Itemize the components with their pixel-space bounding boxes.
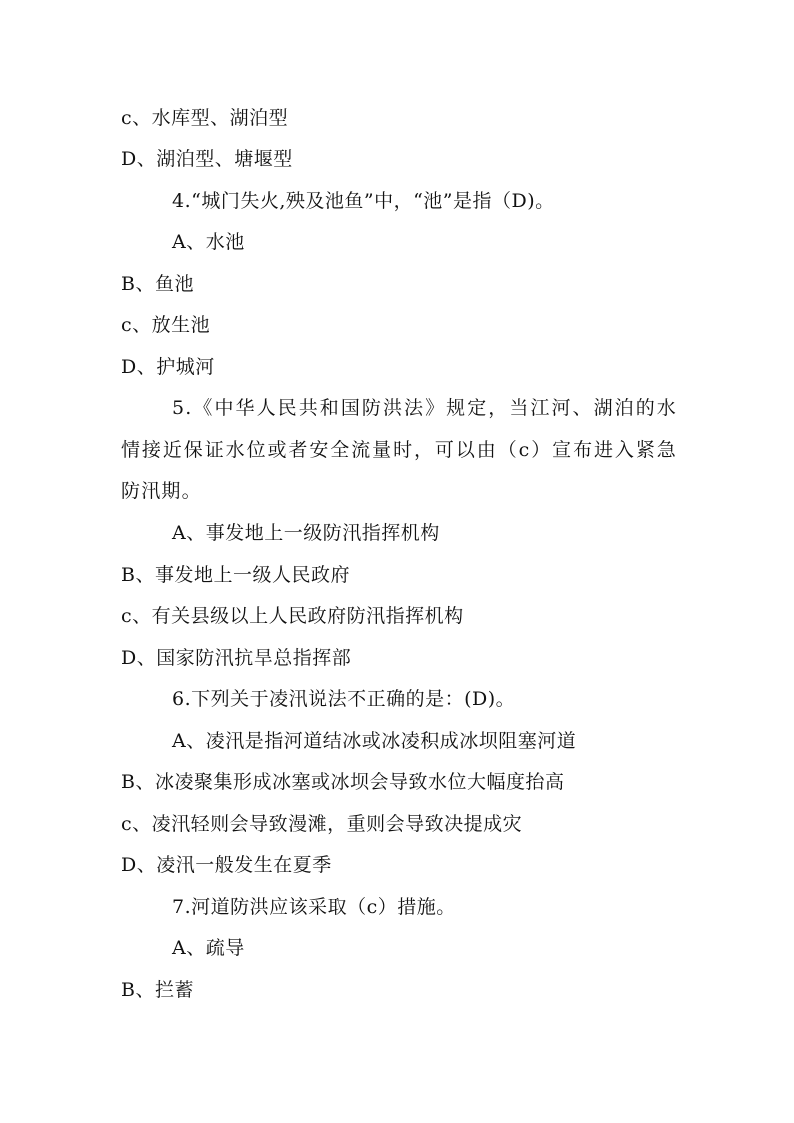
question-5: 5.《中华人民共和国防洪法》规定，当江河、湖泊的水情接近保证水位或者安全流量时，可以由（c）宣布进入紧急防汛期。 xyxy=(121,397,677,502)
q6-option-a: A、凌汛是指河道结冰或冰凌积成冰坝阻塞河道 xyxy=(172,730,577,752)
q4-option-a: A、水池 xyxy=(172,231,245,253)
q5-option-a: A、事发地上一级防汛指挥机构 xyxy=(172,522,440,544)
q4-option-d: D、护城河 xyxy=(121,356,215,378)
q3-option-d: D、湖泊型、塘堰型 xyxy=(121,148,293,170)
question-4: 4.“城门失火,殃及池鱼”中，“池”是指（D)。 xyxy=(172,190,555,212)
q4-option-b: B、鱼池 xyxy=(121,273,194,295)
q4-option-c: c、放生池 xyxy=(121,314,211,336)
q5-option-c: c、有关县级以上人民政府防汛指挥机构 xyxy=(121,605,464,627)
q7-option-b: B、拦蓄 xyxy=(121,979,194,1001)
q3-option-c: c、水库型、湖泊型 xyxy=(121,107,289,129)
question-7: 7.河道防洪应该采取（c）措施。 xyxy=(172,896,456,918)
q5-option-b: B、事发地上一级人民政府 xyxy=(121,564,350,586)
q5-option-d: D、国家防汛抗旱总指挥部 xyxy=(121,647,352,669)
q7-option-a: A、疏导 xyxy=(172,937,245,959)
q6-option-c: c、凌汛轻则会导致漫滩，重则会导致决提成灾 xyxy=(121,813,523,835)
question-6: 6.下列关于凌汛说法不正确的是：(D)。 xyxy=(172,688,516,710)
q6-option-d: D、凌汛一般发生在夏季 xyxy=(121,854,332,876)
q6-option-b: B、冰凌聚集形成冰塞或冰坝会导致水位大幅度抬高 xyxy=(121,771,565,793)
